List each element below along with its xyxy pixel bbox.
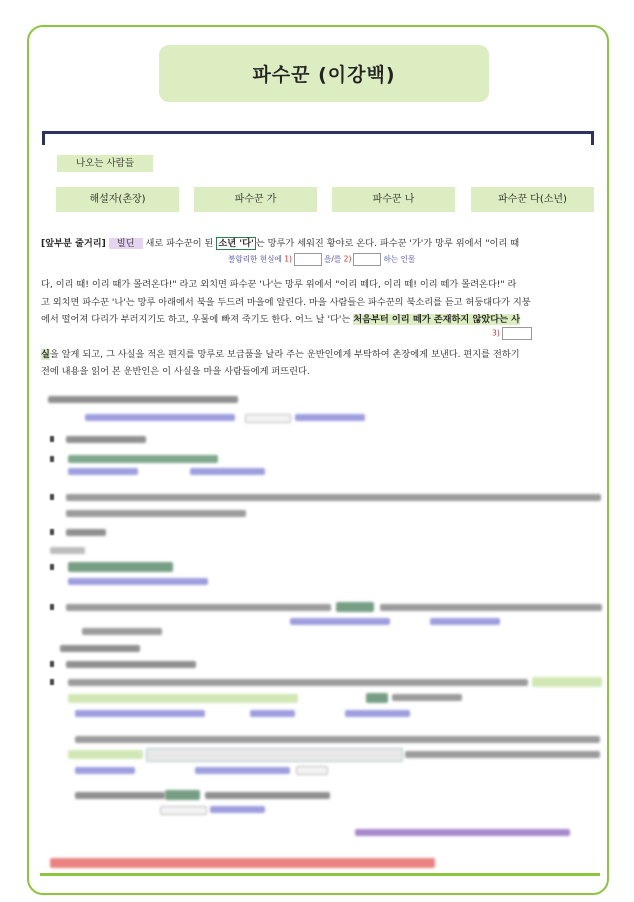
hint1-num1: 1) [284, 254, 292, 264]
summary-line-5-text: 을 알게 되고, 그 사실을 적은 편지를 망루로 보급품을 날라 주는 운반인에게 부탁하여 촌장에게 보낸다. 편지를 전하기 [49, 349, 520, 360]
summary-line-2: 다, 이리 때! 이리 때가 몰려온다!" 라고 외치면 파수꾼 '나'는 망루 위에서 "이리 떼다, 이리 떼! 이리 떼가 몰려온다!" 라 [41, 279, 517, 290]
summary-line-4-text: 에서 떨어져 다리가 부러지기도 하고, 우물에 빠져 죽기도 한다. 어느 날 '다'는 [41, 314, 354, 325]
section-bracket [42, 131, 594, 145]
page-title: 파수꾼 (이강백) [159, 45, 489, 102]
hint1-mid: 을/를 [323, 254, 344, 264]
hint3-num: 3) [492, 328, 500, 338]
hint-annotation-1 [228, 253, 415, 266]
summary-text-2: 는 망루가 세워진 황야로 온다. 파수꾼 '가'가 망루 위에서 "이리 때 [255, 238, 520, 249]
blank-2[interactable] [353, 253, 381, 266]
blank-1[interactable] [294, 253, 322, 266]
summary-text-1: 새로 파수꾼이 된 [142, 238, 217, 249]
summary-line-4 [41, 313, 597, 327]
hint-annotation-3 [492, 327, 534, 340]
boxed-term: 소년 '다' [218, 238, 254, 249]
cast-label: 나오는 사람들 [57, 155, 153, 172]
hint1-end: 하는 인물 [383, 254, 416, 264]
keyword-highlight: 빌딘 [109, 238, 143, 249]
role-watchman-b: 파수꾼 나 [332, 187, 455, 212]
summary-line-1 [41, 237, 597, 251]
hint1-num2: 2) [343, 254, 352, 264]
hint1-text: 불합리한 현실에 [228, 254, 285, 264]
key-fact-highlight-end: 실 [41, 349, 50, 360]
summary-line-5 [41, 348, 597, 362]
summary-line-6: 전에 내용을 읽어 본 운반인은 이 사실을 마을 사람들에게 퍼뜨린다. [41, 366, 310, 377]
bottom-divider [40, 873, 600, 876]
role-watchman-a: 파수꾼 가 [194, 187, 317, 212]
key-fact-highlight: 처음부터 이리 떼가 존재하지 않았다는 사 [353, 314, 521, 325]
role-watchman-c: 파수꾼 다(소년) [471, 187, 594, 212]
role-narrator: 해설자(촌장) [56, 187, 179, 212]
summary-lead: [앞부분 줄거리] [41, 238, 106, 249]
blank-3[interactable] [502, 327, 532, 340]
summary-line-3: 고 외치면 파수꾼 '나'는 망루 아래에서 북을 두드려 마을에 알린다. 마을 사람들은 파수꾼의 북소리를 듣고 허둥대다가 지붕 [41, 297, 531, 308]
